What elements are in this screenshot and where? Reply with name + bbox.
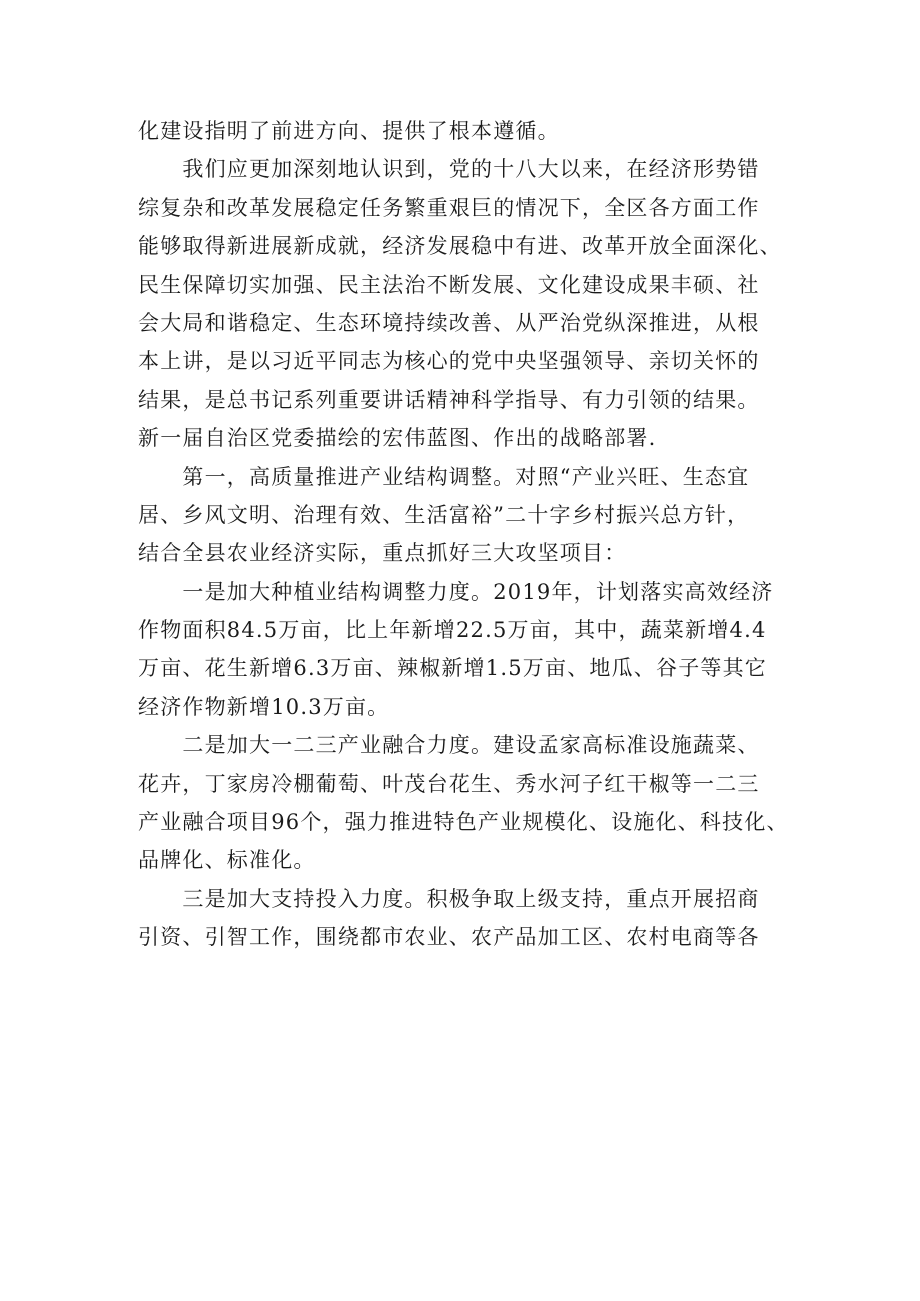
- text-line: 作物面积84.5万亩，比上年新增22.5万亩，其中，蔬菜新增4.4: [138, 618, 767, 643]
- text-line: 花卉，丁家房冷棚葡萄、叶茂台花生、秀水河子红干椒等一二三: [138, 771, 760, 796]
- text-line: 居、乡风文明、治理有效、生活富裕”二十字乡村振兴总方针，: [138, 502, 750, 527]
- text-line: 万亩、花生新增6.3万亩、辣椒新增1.5万亩、地瓜、谷子等其它: [138, 656, 767, 681]
- text-line: 引资、引智工作，围绕都市农业、农产品加工区、农村电商等各: [138, 925, 760, 950]
- text-line: 综复杂和改革发展稳定任务繁重艰巨的情况下，全区各方面工作: [138, 195, 760, 220]
- text-line: 本上讲，是以习近平同志为核心的党中央坚强领导、亲切关怀的: [138, 349, 760, 374]
- text-line: 民生保障切实加强、民主法治不断发展、文化建设成果丰硕、社: [138, 272, 760, 297]
- text-line: 新一届自治区党委描绘的宏伟蓝图、作出的战略部署.: [138, 426, 657, 451]
- text-line: 一是加大种植业结构调整力度。2019年，计划落实高效经济: [138, 579, 774, 604]
- text-line: 能够取得新进展新成就，经济发展稳中有进、改革开放全面深化、: [138, 234, 782, 259]
- text-line: 二是加大一二三产业融合力度。建设孟家高标准设施蔬菜、: [138, 733, 760, 758]
- text-line: 第一，高质量推进产业结构调整。对照“产业兴旺、生态宜: [138, 464, 750, 489]
- text-line: 三是加大支持投入力度。积极争取上级支持，重点开展招商: [138, 886, 760, 911]
- text-line: 结合全县农业经济实际，重点抓好三大攻坚项目：: [138, 541, 627, 566]
- text-line: 会大局和谐稳定、生态环境持续改善、从严治党纵深推进，从根: [138, 310, 760, 335]
- text-line: 结果，是总书记系列重要讲话精神科学指导、有力引领的结果。: [138, 387, 760, 412]
- text-line: 产业融合项目96个，强力推进特色产业规模化、设施化、科技化、: [138, 810, 789, 835]
- text-line: 我们应更加深刻地认识到，党的十八大以来，在经济形势错: [138, 157, 760, 182]
- body-text: [138, 112, 798, 957]
- text-line: 经济作物新增10.3万亩。: [138, 694, 390, 719]
- text-line: 化建设指明了前进方向、提供了根本遵循。: [138, 119, 560, 143]
- text-line: 品牌化、标准化。: [138, 848, 316, 873]
